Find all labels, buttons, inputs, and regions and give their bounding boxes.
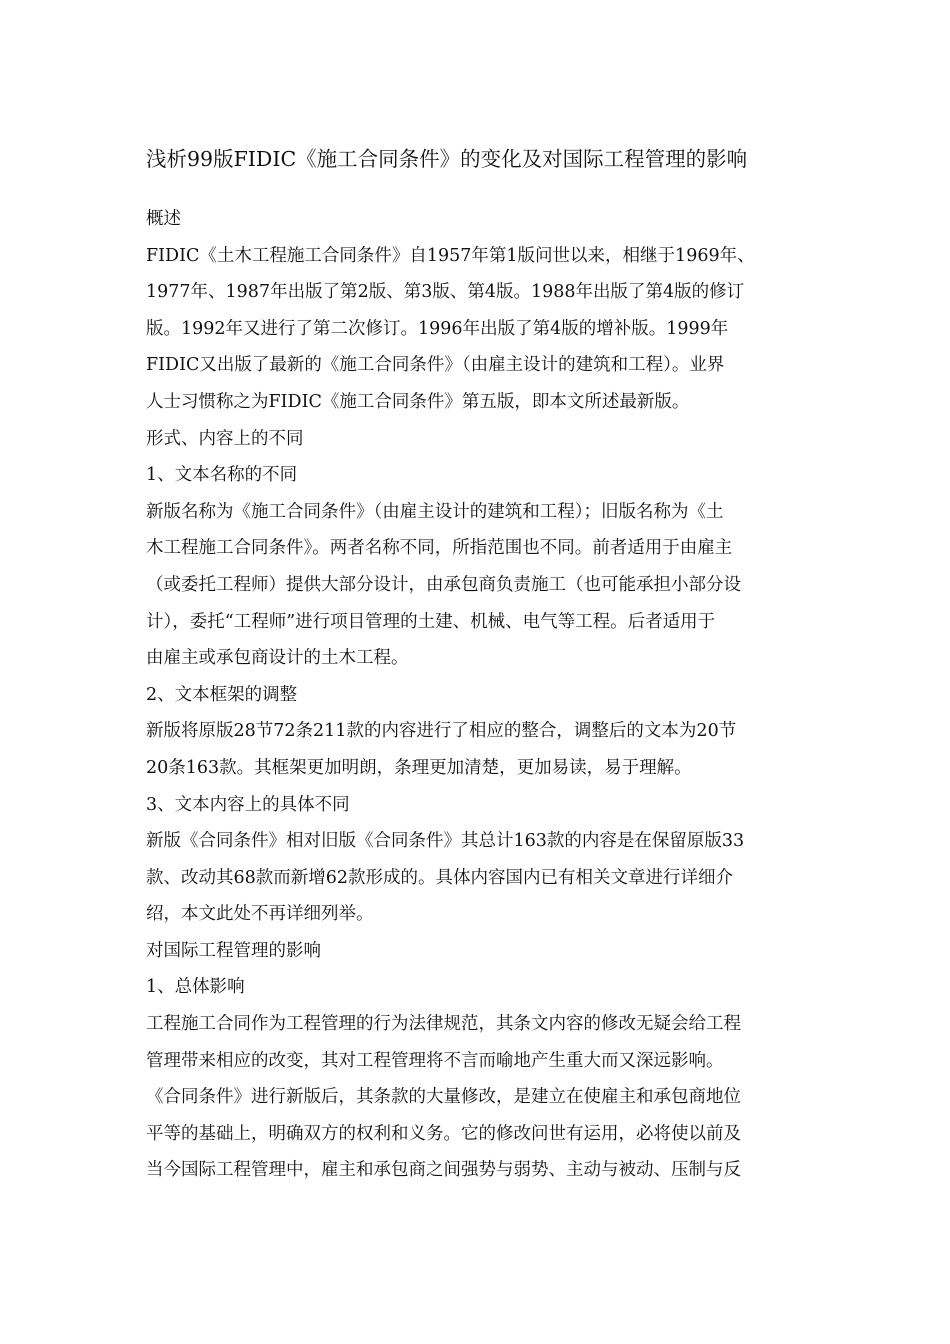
paragraph-line: 平等的基础上，明确双方的权利和义务。它的修改问世有运用，必将使以前及 — [146, 1123, 741, 1144]
paragraph-line: 工程施工合同作为工程管理的行为法律规范，其条文内容的修改无疑会给工程 — [146, 1014, 741, 1035]
section-heading-impact: 对国际工程管理的影响 — [146, 940, 321, 961]
paragraph-line: FIDIC《土木工程施工合同条件》自1957年第1版问世以来，相继于1969年、 — [146, 245, 755, 266]
paragraph-line: 款、改动其68款而新增62款形成的。具体内容国内已有相关文章进行详细介 — [146, 867, 734, 888]
paragraph-line: （或委托工程师）提供大部分设计，由承包商负责施工（也可能承担小部分设 — [146, 574, 741, 595]
subsection-heading: 3、文本内容上的具体不同 — [146, 794, 350, 815]
paragraph-line: 版。1992年又进行了第二次修订。1996年出版了第4版的增补版。1999年 — [146, 318, 729, 339]
paragraph-line: FIDIC又出版了最新的《施工合同条件》（由雇主设计的建筑和工程）。业界 — [146, 355, 725, 376]
paragraph-line: 新版《合同条件》相对旧版《合同条件》其总计163款的内容是在保留原版33 — [146, 831, 745, 852]
paragraph-line: 20条163款。其框架更加明朗，条理更加清楚，更加易读，易于理解。 — [146, 757, 692, 778]
paragraph-line: 当今国际工程管理中，雇主和承包商之间强势与弱势、主动与被动、压制与反 — [146, 1160, 741, 1181]
section-heading-overview: 概述 — [146, 209, 181, 229]
paragraph-line: 新版将原版28节72条211款的内容进行了相应的整合，调整后的文本为20节 — [146, 721, 737, 742]
document-body — [146, 201, 804, 1189]
subsection-heading: 2、文本框架的调整 — [146, 684, 298, 705]
section-heading-differences: 形式、内容上的不同 — [146, 428, 304, 449]
subsection-heading: 1、文本名称的不同 — [146, 465, 298, 486]
paragraph-line: 管理带来相应的改变，其对工程管理将不言而喻地产生重大而又深远影响。 — [146, 1050, 724, 1071]
paragraph-line: 人士习惯称之为FIDIC《施工合同条件》第五版，即本文所述最新版。 — [146, 391, 690, 412]
paragraph-line: 计），委托“工程师”进行项目管理的土建、机械、电气等工程。后者适用于 — [146, 611, 716, 632]
document-title: 浅析99版FIDIC《施工合同条件》的变化及对国际工程管理的影响 — [146, 147, 748, 171]
paragraph-line: 《合同条件》进行新版后，其条款的大量修改，是建立在使雇主和承包商地位 — [146, 1087, 741, 1108]
paragraph-line: 木工程施工合同条件》。两者名称不同，所指范围也不同。前者适用于由雇主 — [146, 538, 733, 559]
subsection-heading: 1、总体影响 — [146, 977, 245, 998]
paragraph-line: 新版名称为《施工合同条件》（由雇主设计的建筑和工程）；旧版名称为《土 — [146, 501, 724, 522]
paragraph-line: 绍，本文此处不再详细列举。 — [146, 904, 374, 925]
paragraph-line: 由雇主或承包商设计的土木工程。 — [146, 648, 409, 669]
paragraph-line: 1977年、1987年出版了第2版、第3版、第4版。1988年出版了第4版的修订 — [146, 282, 745, 303]
